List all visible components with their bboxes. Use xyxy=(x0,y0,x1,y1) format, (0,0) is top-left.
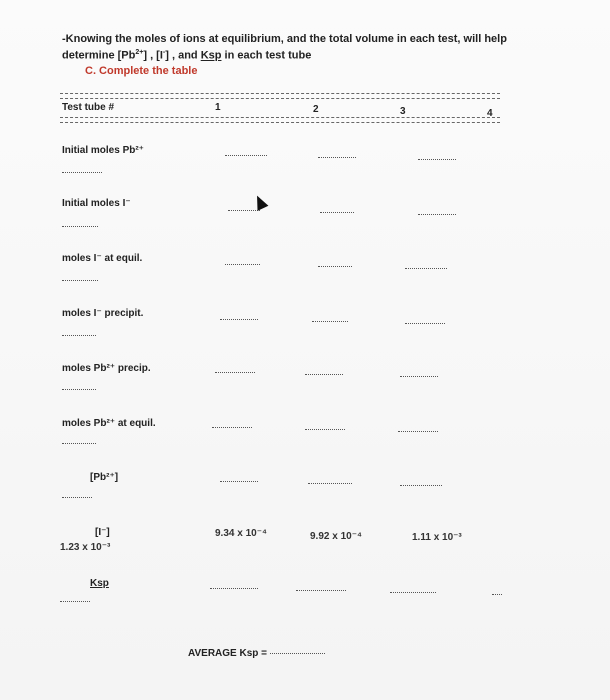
part-c-heading: C. Complete the table xyxy=(85,65,198,77)
header-rule-top xyxy=(60,93,500,99)
i-conc-t3: 9.92 x 10⁻⁴ xyxy=(310,531,362,542)
blank-i-precip-t4[interactable] xyxy=(405,323,445,324)
row-label-i-equil: moles I⁻ at equil. xyxy=(62,253,143,264)
blank-initial-i-t2[interactable] xyxy=(228,210,260,211)
blank-ksp-extra[interactable] xyxy=(492,594,502,595)
blank-initial-pb-t1[interactable] xyxy=(62,172,102,173)
blank-pb-equil-t3[interactable] xyxy=(305,429,345,430)
tube-3-header: 3 xyxy=(400,106,406,117)
blank-ksp-t4[interactable] xyxy=(390,592,436,593)
i-charge: - xyxy=(162,49,166,56)
blank-pb-equil-t4[interactable] xyxy=(398,431,438,432)
intro-part-4: in each test tube xyxy=(221,49,312,62)
blank-pb-precip-t2[interactable] xyxy=(215,372,255,373)
i-conc-t2: 9.34 x 10⁻⁴ xyxy=(215,528,267,539)
blank-initial-pb-t4[interactable] xyxy=(418,159,456,160)
blank-initial-i-t3[interactable] xyxy=(320,212,354,213)
average-ksp-blank[interactable] xyxy=(270,653,325,654)
blank-i-precip-t1[interactable] xyxy=(62,335,96,336)
blank-pb-precip-t4[interactable] xyxy=(400,376,438,377)
blank-pb-conc-t4[interactable] xyxy=(400,485,442,486)
blank-i-equil-t3[interactable] xyxy=(318,266,352,267)
blank-initial-i-t1[interactable] xyxy=(62,226,98,227)
row-label-i-precip: moles I⁻ precipit. xyxy=(62,308,144,319)
mouse-cursor-icon xyxy=(252,193,269,211)
intro-part-3: ] , and xyxy=(165,49,201,62)
tube-1-header: 1 xyxy=(215,102,221,113)
blank-pb-equil-t1[interactable] xyxy=(62,443,96,444)
blank-pb-conc-t2[interactable] xyxy=(220,481,258,482)
blank-i-equil-t1[interactable] xyxy=(62,280,98,281)
row-label-pb-conc: [Pb²⁺] xyxy=(90,472,119,483)
average-ksp-label: AVERAGE Ksp = xyxy=(188,648,267,659)
tube-2-header: 2 xyxy=(313,104,319,115)
blank-i-precip-t3[interactable] xyxy=(312,321,348,322)
blank-pb-precip-t1[interactable] xyxy=(62,389,96,390)
tube-4-header: 4 xyxy=(487,108,493,119)
blank-initial-pb-t2[interactable] xyxy=(225,155,267,156)
header-rule-bottom xyxy=(60,117,500,123)
row-label-ksp: Ksp xyxy=(90,578,109,589)
blank-i-precip-t2[interactable] xyxy=(220,319,258,320)
intro-part-2: ] , [I xyxy=(143,49,163,62)
pb-charge: 2+ xyxy=(135,49,144,56)
blank-i-equil-t4[interactable] xyxy=(405,268,447,269)
blank-ksp-t2[interactable] xyxy=(210,588,258,589)
blank-pb-precip-t3[interactable] xyxy=(305,374,343,375)
row-label-pb-precip: moles Pb²⁺ precip. xyxy=(62,363,151,374)
intro-part-1: -Knowing the moles of ions at equilibrium, and the total volume in each test, will help determine [Pb xyxy=(62,33,507,62)
blank-initial-i-t4[interactable] xyxy=(418,214,456,215)
blank-ksp-t1[interactable] xyxy=(60,601,90,602)
row-label-initial-pb: Initial moles Pb²⁺ xyxy=(62,145,144,156)
intro-ksp: Ksp xyxy=(200,49,222,62)
blank-i-equil-t2[interactable] xyxy=(225,264,260,265)
blank-pb-conc-t1[interactable] xyxy=(62,497,92,498)
intro-text xyxy=(62,33,552,63)
average-ksp-line xyxy=(188,648,325,659)
row-label-initial-i: Initial moles I⁻ xyxy=(62,198,131,209)
blank-pb-conc-t3[interactable] xyxy=(308,483,352,484)
blank-ksp-t3[interactable] xyxy=(296,590,346,591)
row-label-pb-equil: moles Pb²⁺ at equil. xyxy=(62,418,156,429)
blank-pb-equil-t2[interactable] xyxy=(212,427,252,428)
blank-initial-pb-t3[interactable] xyxy=(318,157,356,158)
test-tube-header: Test tube # xyxy=(62,102,115,113)
i-conc-t1: 1.23 x 10⁻³ xyxy=(60,542,111,553)
row-label-i-conc: [I⁻] xyxy=(95,527,110,538)
i-conc-t4: 1.11 x 10⁻³ xyxy=(412,532,462,543)
